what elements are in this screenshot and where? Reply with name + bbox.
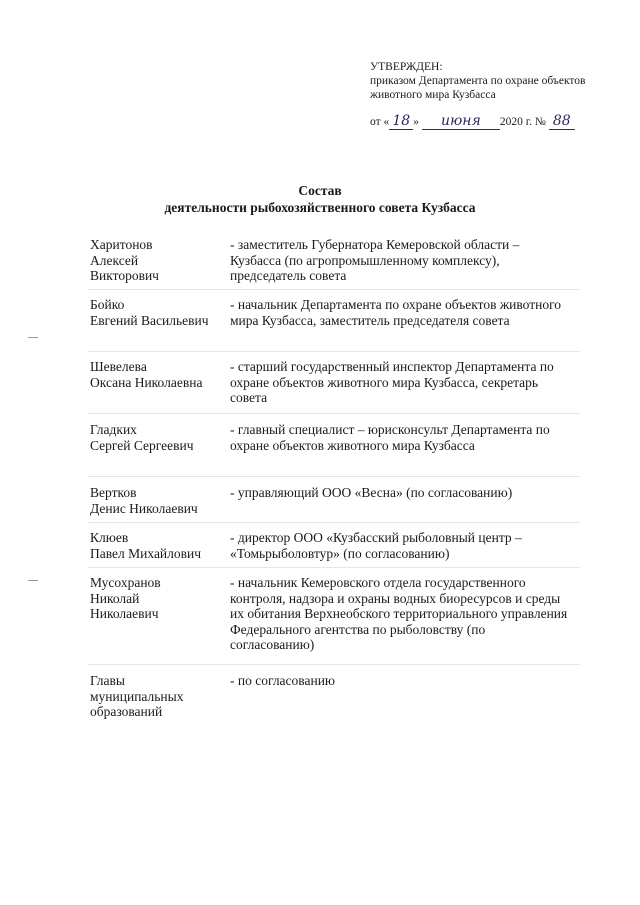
member-name bbox=[90, 237, 230, 284]
date-sep: » bbox=[413, 116, 419, 128]
name-line: Мусохранов bbox=[90, 575, 161, 590]
divider bbox=[88, 413, 580, 414]
name-line: Гладких bbox=[90, 422, 137, 437]
member-name bbox=[90, 485, 230, 516]
divider bbox=[88, 567, 580, 568]
name-line: Николай bbox=[90, 590, 140, 606]
doc-subtitle: деятельности рыбохозяйственного совета Кузбасса bbox=[164, 200, 476, 215]
member-role: - главный специалист – юрисконсульт Департамента по охране объектов животного мира Кузбасса bbox=[230, 422, 550, 453]
approval-line1: приказом Департамента по охране объектов bbox=[370, 75, 586, 87]
date-day: 18 bbox=[392, 113, 411, 129]
member-role: - управляющий ООО «Весна» (по согласованию) bbox=[230, 485, 513, 500]
divider bbox=[88, 522, 580, 523]
name-line: Шевелева bbox=[90, 359, 147, 374]
date-year: 2020 г. № bbox=[499, 116, 546, 128]
name-line: муниципальных bbox=[90, 688, 184, 704]
approval-date bbox=[370, 114, 575, 130]
member-name bbox=[90, 673, 230, 720]
scan-mark bbox=[28, 337, 38, 338]
member-name bbox=[90, 359, 230, 390]
name-line: Харитонов bbox=[90, 237, 153, 252]
member-role: - заместитель Губернатора Кемеровской области – Кузбасса (по агропромышленному комплексу), председатель совета bbox=[230, 237, 520, 283]
order-number: 88 bbox=[552, 113, 571, 129]
name-line: Викторович bbox=[90, 268, 159, 283]
doc-title: Состав bbox=[298, 183, 342, 198]
name-line: Главы bbox=[90, 673, 125, 688]
date-month: июня bbox=[440, 113, 481, 129]
divider bbox=[88, 351, 580, 352]
member-name bbox=[90, 575, 230, 622]
name-line: Оксана Николаевна bbox=[90, 374, 203, 390]
name-line: Клюев bbox=[90, 530, 129, 545]
name-line: Алексей bbox=[90, 252, 139, 268]
approval-title: УТВЕРЖДЕН: bbox=[370, 61, 443, 73]
divider bbox=[88, 664, 580, 665]
member-role: - старший государственный инспектор Департамента по охране объектов животного мира Кузбасса, секретарь совета bbox=[230, 359, 554, 405]
name-line: образований bbox=[90, 704, 163, 719]
name-line: Денис Николаевич bbox=[90, 500, 198, 516]
name-line: Сергей Сергеевич bbox=[90, 437, 194, 453]
name-line: Павел Михайлович bbox=[90, 545, 202, 561]
approval-line2: животного мира Кузбасса bbox=[370, 89, 496, 101]
approval-block bbox=[370, 60, 585, 102]
member-name bbox=[90, 297, 230, 328]
scan-mark bbox=[28, 580, 38, 581]
date-prefix: от « bbox=[370, 116, 390, 128]
member-role: - по согласованию bbox=[230, 673, 336, 688]
member-role: - директор ООО «Кузбасский рыболовный центр – «Томьрыболовтур» (по согласованию) bbox=[230, 530, 522, 561]
name-line: Вертков bbox=[90, 485, 137, 500]
name-line: Евгений Васильевич bbox=[90, 312, 209, 328]
name-line: Бойко bbox=[90, 297, 125, 312]
member-name bbox=[90, 530, 230, 561]
divider bbox=[88, 476, 580, 477]
member-name bbox=[90, 422, 230, 453]
name-line: Николаевич bbox=[90, 606, 159, 621]
member-role: - начальник Кемеровского отдела государственного контроля, надзора и охраны водных биоресурсов и среды их обитания Верхнеобского территориального управления Федерального агентства по рыболовству (по согласованию) bbox=[230, 575, 568, 652]
member-role: - начальник Департамента по охране объектов животного мира Кузбасса, заместитель председателя совета bbox=[230, 297, 562, 328]
divider bbox=[88, 289, 580, 290]
